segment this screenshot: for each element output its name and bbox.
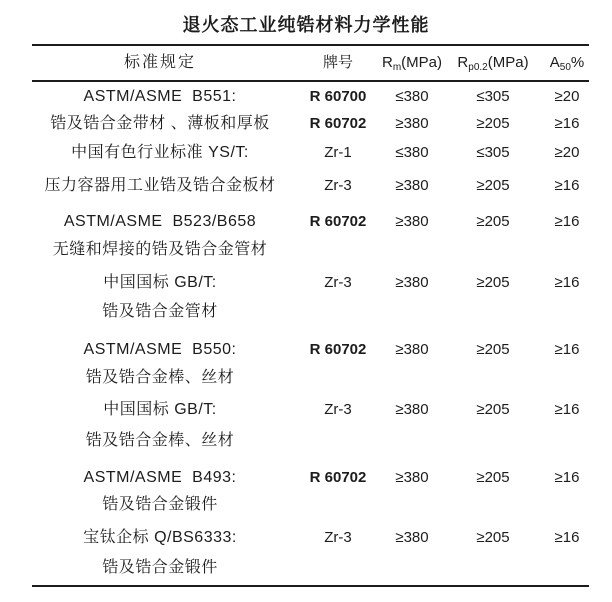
cell-standard: ASTM/ASME B523/B658 — [63, 213, 257, 230]
cell-grade: Zr-3 — [324, 177, 352, 194]
header-standard: 标准规定 — [123, 54, 196, 71]
cell-standard: 无缝和焊接的锆及锆合金管材 — [52, 241, 268, 258]
header-rp-sub: p0.2 — [468, 62, 488, 73]
cell-grade: R 60702 — [309, 341, 367, 358]
cell-rp: ≥205 — [476, 274, 510, 291]
cell-a: ≥16 — [554, 401, 580, 418]
cell-rp: ≤305 — [476, 144, 510, 161]
cell-rm: ≥380 — [395, 177, 429, 194]
cell-rp: ≥205 — [476, 401, 510, 418]
cell-standard: 宝钛企标 Q/BS6333: — [83, 529, 237, 546]
table-row — [0, 558, 612, 578]
cell-rm: ≥380 — [395, 213, 429, 230]
cell-a: ≥16 — [554, 177, 580, 194]
cell-a: ≥16 — [554, 341, 580, 358]
cell-a: ≥20 — [554, 88, 580, 105]
cell-standard: ASTM/ASME B493: — [83, 469, 237, 486]
cell-standard: 中国有色行业标准 YS/T: — [71, 144, 249, 161]
cell-rm: ≤380 — [395, 144, 429, 161]
header-a-sub: 50 — [559, 62, 571, 73]
cell-standard: 中国国标 GB/T: — [103, 401, 217, 418]
header-grade: 牌号 — [322, 54, 353, 71]
cell-a: ≥16 — [554, 529, 580, 546]
header-rp-base: R — [457, 54, 469, 71]
header-rm-base: R — [381, 54, 393, 71]
table-row — [0, 273, 612, 293]
table-row — [0, 87, 612, 107]
cell-rm: ≥380 — [395, 341, 429, 358]
table-row — [0, 240, 612, 260]
header-a-rest: % — [570, 54, 585, 71]
cell-standard: 中国国标 GB/T: — [103, 274, 217, 291]
cell-standard: 锆及锆合金带材 、薄板和厚板 — [50, 115, 270, 132]
cell-grade: Zr-1 — [324, 144, 352, 161]
cell-standard: ASTM/ASME B550: — [83, 341, 237, 358]
table-row — [0, 143, 612, 163]
cell-rp: ≥205 — [476, 177, 510, 194]
cell-rm: ≥380 — [395, 529, 429, 546]
cell-standard: 锆及锆合金棒、丝材 — [85, 432, 235, 449]
table-top-rule — [32, 44, 589, 46]
table-row — [0, 212, 612, 232]
table-header-rule — [32, 80, 589, 82]
header-a — [538, 53, 596, 73]
cell-standard: 压力容器用工业锆及锆合金板材 — [44, 177, 276, 194]
table-row — [0, 114, 612, 134]
cell-rm: ≥380 — [395, 274, 429, 291]
cell-grade: Zr-3 — [324, 274, 352, 291]
table-row — [0, 528, 612, 548]
table-row — [0, 368, 612, 388]
cell-rm: ≤380 — [395, 88, 429, 105]
cell-grade: R 60700 — [309, 88, 367, 105]
cell-a: ≥16 — [554, 469, 580, 486]
header-rp — [448, 53, 538, 73]
cell-rp: ≥205 — [476, 115, 510, 132]
cell-standard: 锆及锆合金锻件 — [102, 559, 218, 576]
header-rm-rest: (MPa) — [401, 54, 443, 71]
table-row — [0, 468, 612, 488]
table-row — [0, 340, 612, 360]
header-rm — [376, 53, 448, 73]
cell-grade: Zr-3 — [324, 401, 352, 418]
header-a-base: A — [549, 54, 560, 71]
table-bottom-rule — [32, 585, 589, 587]
cell-rm: ≥380 — [395, 469, 429, 486]
cell-rp: ≥205 — [476, 213, 510, 230]
cell-a: ≥20 — [554, 144, 580, 161]
cell-rm: ≥380 — [395, 401, 429, 418]
cell-a: ≥16 — [554, 213, 580, 230]
cell-grade: R 60702 — [309, 115, 367, 132]
cell-a: ≥16 — [554, 115, 580, 132]
cell-grade: R 60702 — [309, 213, 367, 230]
cell-standard: ASTM/ASME B551: — [83, 88, 237, 105]
cell-rp: ≥205 — [476, 469, 510, 486]
cell-grade: R 60702 — [309, 469, 367, 486]
table-row — [0, 431, 612, 451]
cell-standard: 锆及锆合金管材 — [102, 303, 218, 320]
header-rm-sub: m — [392, 62, 402, 73]
cell-rp: ≤305 — [476, 88, 510, 105]
cell-standard: 锆及锆合金棒、丝材 — [85, 369, 235, 386]
cell-rp: ≥205 — [476, 529, 510, 546]
table-row — [0, 176, 612, 196]
cell-rp: ≥205 — [476, 341, 510, 358]
page-title: 退火态工业纯锆材料力学性能 — [182, 15, 430, 35]
cell-rm: ≥380 — [395, 115, 429, 132]
table-header-row — [0, 53, 612, 73]
header-rp-rest: (MPa) — [487, 54, 529, 71]
cell-grade: Zr-3 — [324, 529, 352, 546]
cell-standard: 锆及锆合金锻件 — [102, 496, 218, 513]
table-row — [0, 302, 612, 322]
table-row — [0, 495, 612, 515]
table-row — [0, 400, 612, 420]
cell-a: ≥16 — [554, 274, 580, 291]
